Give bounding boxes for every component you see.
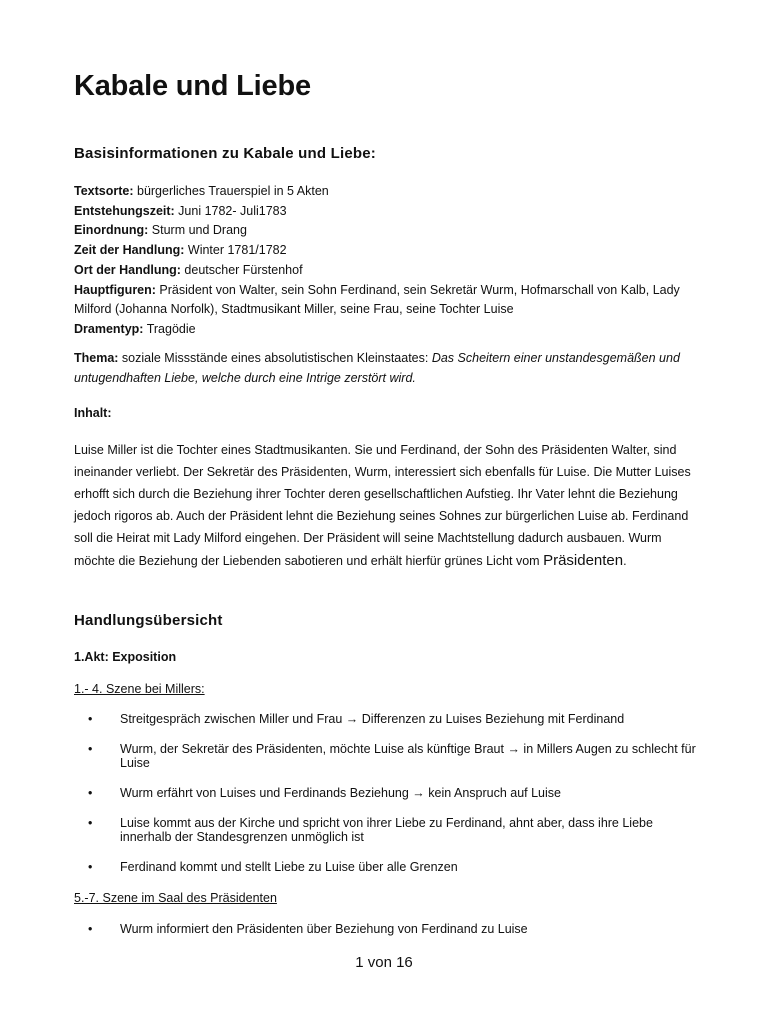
- bullet-icon: •: [88, 712, 93, 726]
- thema-italic-text: Das Scheitern einer unstandesgemäßen und untugendhaften Liebe, welche durch eine Intrige zerstört wird.: [74, 351, 680, 385]
- list-item-text: Luise kommt aus der Kirche und spricht von ihrer Liebe zu Ferdinand, ahnt aber, dass ihre Liebe innerhalb der Standesgrenzen unmöglich ist: [120, 816, 653, 844]
- info-label: Zeit der Handlung:: [74, 243, 185, 258]
- info-line-hauptfiguren: [74, 281, 704, 320]
- info-value: Juni 1782- Juli1783: [174, 203, 287, 218]
- info-label: Ort der Handlung:: [74, 262, 181, 277]
- bullet-icon: •: [88, 816, 93, 830]
- list-item: [74, 786, 704, 800]
- list-item: [74, 860, 704, 874]
- list-item-text: Ferdinand kommt und stellt Liebe zu Luise über alle Grenzen: [120, 860, 458, 874]
- list-item: [74, 712, 704, 726]
- info-label: Entstehungszeit:: [74, 203, 175, 218]
- info-label: Hauptfiguren:: [74, 282, 156, 297]
- list-item: [74, 816, 704, 844]
- scene1-list: [74, 712, 704, 874]
- scene-heading-millers: 1.- 4. Szene bei Millers:: [74, 682, 205, 696]
- info-label: Dramentyp:: [74, 321, 144, 336]
- inhalt-paragraph: [74, 440, 704, 572]
- info-value: Präsident von Walter, sein Sohn Ferdinand, sein Sekretär Wurm, Hofmarschall von Kalb, Lady Milford (Johanna Norfolk), Stadtmusikant Miller, seine Frau, seine Tochter Luise: [74, 282, 680, 317]
- info-label: Textsorte:: [74, 184, 134, 198]
- info-value: bürgerliches Trauerspiel in 5 Akten: [133, 184, 329, 198]
- info-value: Winter 1781/1782: [184, 243, 287, 258]
- scene2-list: [74, 922, 704, 936]
- info-value: Tragödie: [143, 321, 196, 336]
- page-number: 1 von 16: [355, 954, 413, 971]
- list-item: [74, 742, 704, 770]
- inhalt-text: Luise Miller ist die Tochter eines Stadtmusikanten. Sie und Ferdinand, der Sohn des Präsidenten Walter, sind ineinander verliebt. Der Sekretär des Präsidenten, Wurm, interessiert sich ebenfalls für Luise. Die Mutter Luises erhofft sich durch die Beziehung ihrer Tochter deren gesellschaftlichen Aufstieg. Ihr Vater lehnt die Beziehung jedoch rigoros ab. Auch der Präsident lehnt die Beziehung seines Sohnes zur bürgerlichen Luise ab. Ferdinand soll die Heirat mit Lady Milford eingehen. Der Präsident will seine Machtstellung dadurch ausbauen. Wurm möchte die Beziehung der Liebenden sabotieren und erhält hierfür grünes Licht vom: [74, 443, 691, 568]
- info-line-textsorte: [74, 182, 704, 202]
- info-value: deutscher Fürstenhof: [180, 262, 303, 277]
- list-item: [74, 922, 704, 936]
- inhalt-label: Inhalt:: [74, 406, 112, 420]
- heading-basisinformationen: Basisinformationen zu Kabale und Liebe:: [74, 145, 377, 162]
- document-title: Kabale und Liebe: [74, 70, 311, 102]
- list-item-text: Wurm informiert den Präsidenten über Beziehung von Ferdinand zu Luise: [120, 922, 528, 936]
- thema-label: Thema:: [74, 351, 119, 365]
- heading-handlungsuebersicht: Handlungsübersicht: [74, 612, 223, 629]
- info-label: Einordnung:: [74, 223, 149, 238]
- list-item-text: Streitgespräch zwischen Miller und Frau → Differenzen zu Luises Beziehung mit Ferdinand: [120, 712, 625, 726]
- thema-paragraph: [74, 348, 704, 388]
- bullet-icon: •: [88, 786, 93, 800]
- inhalt-text-end: Präsidenten: [543, 551, 624, 569]
- info-line-dramentyp: [74, 320, 704, 340]
- list-item-text: Wurm, der Sekretär des Präsidenten, möchte Luise als künftige Braut → in Millers Augen zu schlecht für Luise: [120, 742, 696, 770]
- thema-text: soziale Missstände eines absolutistischen Kleinstaates:: [118, 351, 432, 365]
- bullet-icon: •: [88, 742, 93, 756]
- bullet-icon: •: [88, 922, 93, 936]
- scene-heading-saal: 5.-7. Szene im Saal des Präsidenten: [74, 891, 277, 905]
- info-line-entstehungszeit: [74, 202, 704, 222]
- info-line-ort: [74, 261, 704, 281]
- list-item-text: Wurm erfährt von Luises und Ferdinands Beziehung → kein Anspruch auf Luise: [120, 786, 561, 800]
- info-block: [74, 182, 704, 340]
- info-line-zeit: [74, 241, 704, 261]
- info-value: Sturm und Drang: [148, 223, 247, 238]
- inhalt-text-punct: .: [623, 553, 627, 568]
- bullet-icon: •: [88, 860, 93, 874]
- act-label: 1.Akt: Exposition: [74, 650, 177, 664]
- info-line-einordnung: [74, 221, 704, 241]
